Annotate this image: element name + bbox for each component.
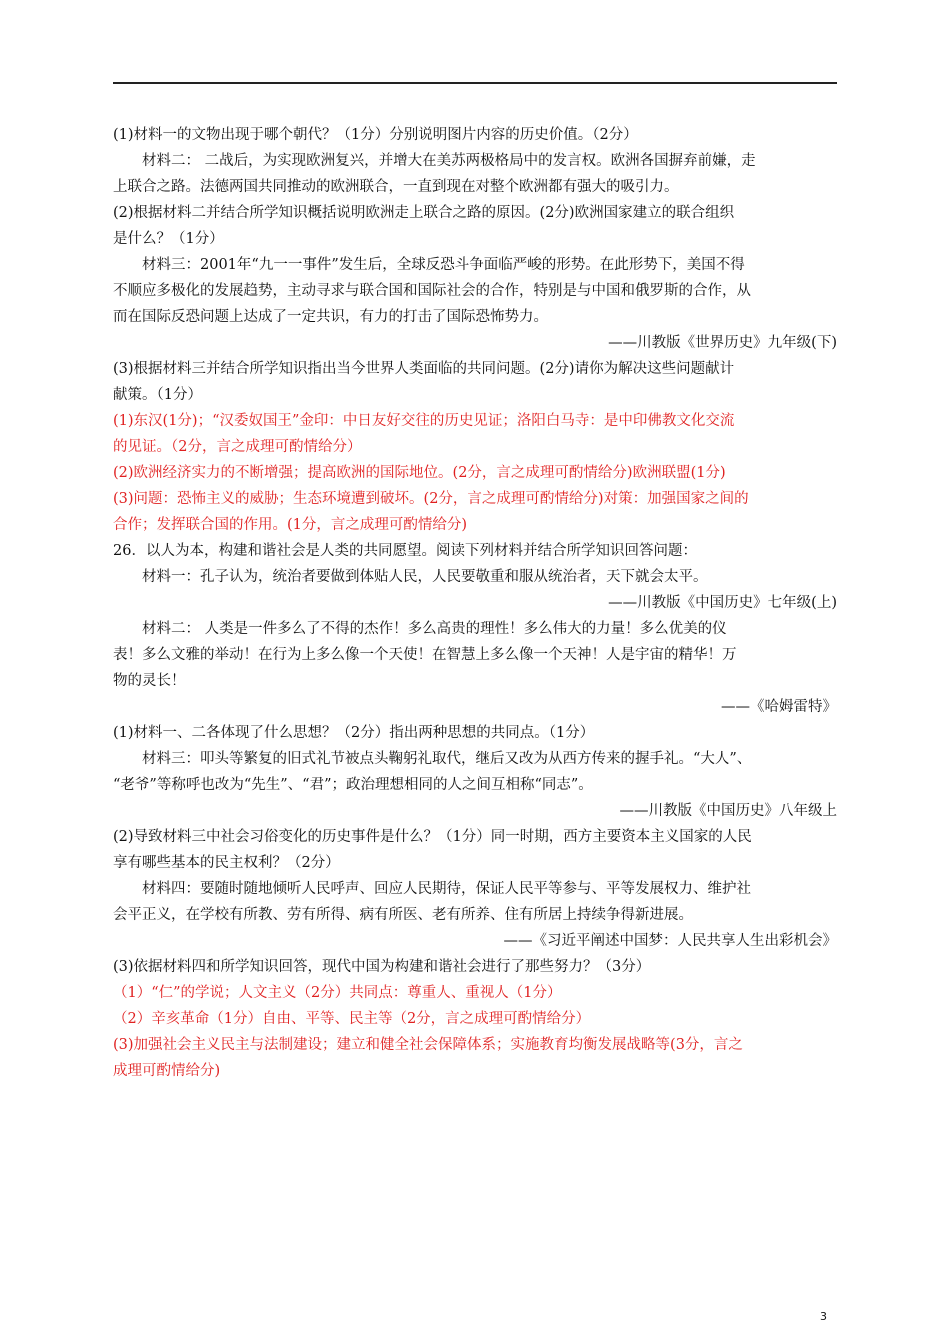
question-text: (3)根据材料三并结合所学知识指出当今世界人类面临的共同问题。(2分)请你为解决这些问题献计 <box>113 361 735 377</box>
answer-text: (1)东汉(1分)；“汉委奴国王”金印：中日友好交往的历史见证；洛阳白马寺：是中印佛教文化交流 <box>113 413 735 429</box>
material-text: 材料三：2001年“九一一事件”发生后，全球反恐斗争面临严峻的形势。在此形势下，美国不得 <box>142 257 745 273</box>
question-text: 享有哪些基本的民主权利？（2分） <box>113 855 340 871</box>
material-source: ——《习近平阐述中国梦：人民共享人生出彩机会》 <box>503 933 837 949</box>
material-source: ——川教版《中国历史》七年级(上) <box>608 595 837 611</box>
question-text: (1)材料一的文物出现于哪个朝代？（1分）分别说明图片内容的历史价值。（2分） <box>113 127 638 143</box>
material-text: 材料四：要随时随地倾听人民呼声、回应人民期待，保证人民平等参与、平等发展权力、维护社 <box>142 881 751 897</box>
material-text: 上联合之路。法德两国共同推动的欧洲联合，一直到现在对整个欧洲都有强大的吸引力。 <box>113 179 679 195</box>
answer-text: (3)问题：恐怖主义的威胁；生态环境遭到破坏。(2分，言之成理可酌情给分)对策：加强国家之间的 <box>113 491 749 507</box>
question-text: (2)导致材料三中社会习俗变化的历史事件是什么？（1分）同一时期，西方主要资本主义国家的人民 <box>113 829 752 845</box>
material-text: 材料二： 人类是一件多么了不得的杰作！多么高贵的理性！多么伟大的力量！多么优美的仪 <box>142 621 727 637</box>
header-rule <box>113 82 837 84</box>
answer-text: (3)加强社会主义民主与法制建设；建立和健全社会保障体系；实施教育均衡发展战略等(3分，言之 <box>113 1037 743 1053</box>
material-text: 物的灵长！ <box>113 673 186 689</box>
page-content <box>113 122 837 1084</box>
answer-text: (2)欧洲经济实力的不断增强；提高欧洲的国际地位。(2分，言之成理可酌情给分)欧洲联盟(1分) <box>113 465 726 481</box>
material-text: 材料三：叩头等繁复的旧式礼节被点头鞠躬礼取代，继后又改为从西方传来的握手礼。“大人”、 <box>142 751 752 767</box>
question-text: (1)材料一、二各体现了什么思想？（2分）指出两种思想的共同点。（1分） <box>113 725 595 741</box>
question-text: (2)根据材料二并结合所学知识概括说明欧洲走上联合之路的原因。(2分)欧洲国家建立的联合组织 <box>113 205 735 221</box>
answer-text: 成理可酌情给分) <box>113 1063 221 1079</box>
material-text: 不顺应多极化的发展趋势，主动寻求与联合国和国际社会的合作，特别是与中国和俄罗斯的合作，从 <box>113 283 751 299</box>
material-text: “老爷”等称呼也改为“先生”、“君”；政治理想相同的人之间互相称“同志”。 <box>113 777 593 793</box>
answer-text: 的见证。（2分，言之成理可酌情给分） <box>113 439 362 455</box>
answer-text: （1）“仁”的学说；人文主义（2分）共同点：尊重人、重视人（1分） <box>113 985 562 1001</box>
material-source: ——川教版《中国历史》八年级上 <box>619 803 837 819</box>
material-text: 表！多么文雅的举动！在行为上多么像一个天使！在智慧上多么像一个天神！人是宇宙的精华！万 <box>113 647 737 663</box>
question-text: 是什么？（1分） <box>113 231 224 247</box>
page-number: 3 <box>820 1310 827 1323</box>
answer-text: （2）辛亥革命（1分）自由、平等、民主等（2分，言之成理可酌情给分） <box>113 1011 591 1027</box>
material-text: 会平正义，在学校有所教、劳有所得、病有所医、老有所养、住有所居上持续争得新进展。 <box>113 907 693 923</box>
material-source: ——《哈姆雷特》 <box>721 699 837 715</box>
question-stem: 26．以人为本，构建和谐社会是人类的共同愿望。阅读下列材料并结合所学知识回答问题： <box>113 543 697 559</box>
answer-text: 合作；发挥联合国的作用。(1分，言之成理可酌情给分) <box>113 517 468 533</box>
material-source: ——川教版《世界历史》九年级(下) <box>608 335 837 351</box>
material-text: 材料一：孔子认为，统治者要做到体贴人民，人民要敬重和服从统治者，天下就会太平。 <box>142 569 708 585</box>
question-text: 献策。（1分） <box>113 387 202 403</box>
material-text: 材料二： 二战后，为实现欧洲复兴，并增大在美苏两极格局中的发言权。欧洲各国摒弃前嫌，走 <box>142 153 756 169</box>
question-text: (3)依据材料四和所学知识回答，现代中国为构建和谐社会进行了那些努力？（3分） <box>113 959 651 975</box>
material-text: 而在国际反恐问题上达成了一定共识，有力的打击了国际恐怖势力。 <box>113 309 548 325</box>
